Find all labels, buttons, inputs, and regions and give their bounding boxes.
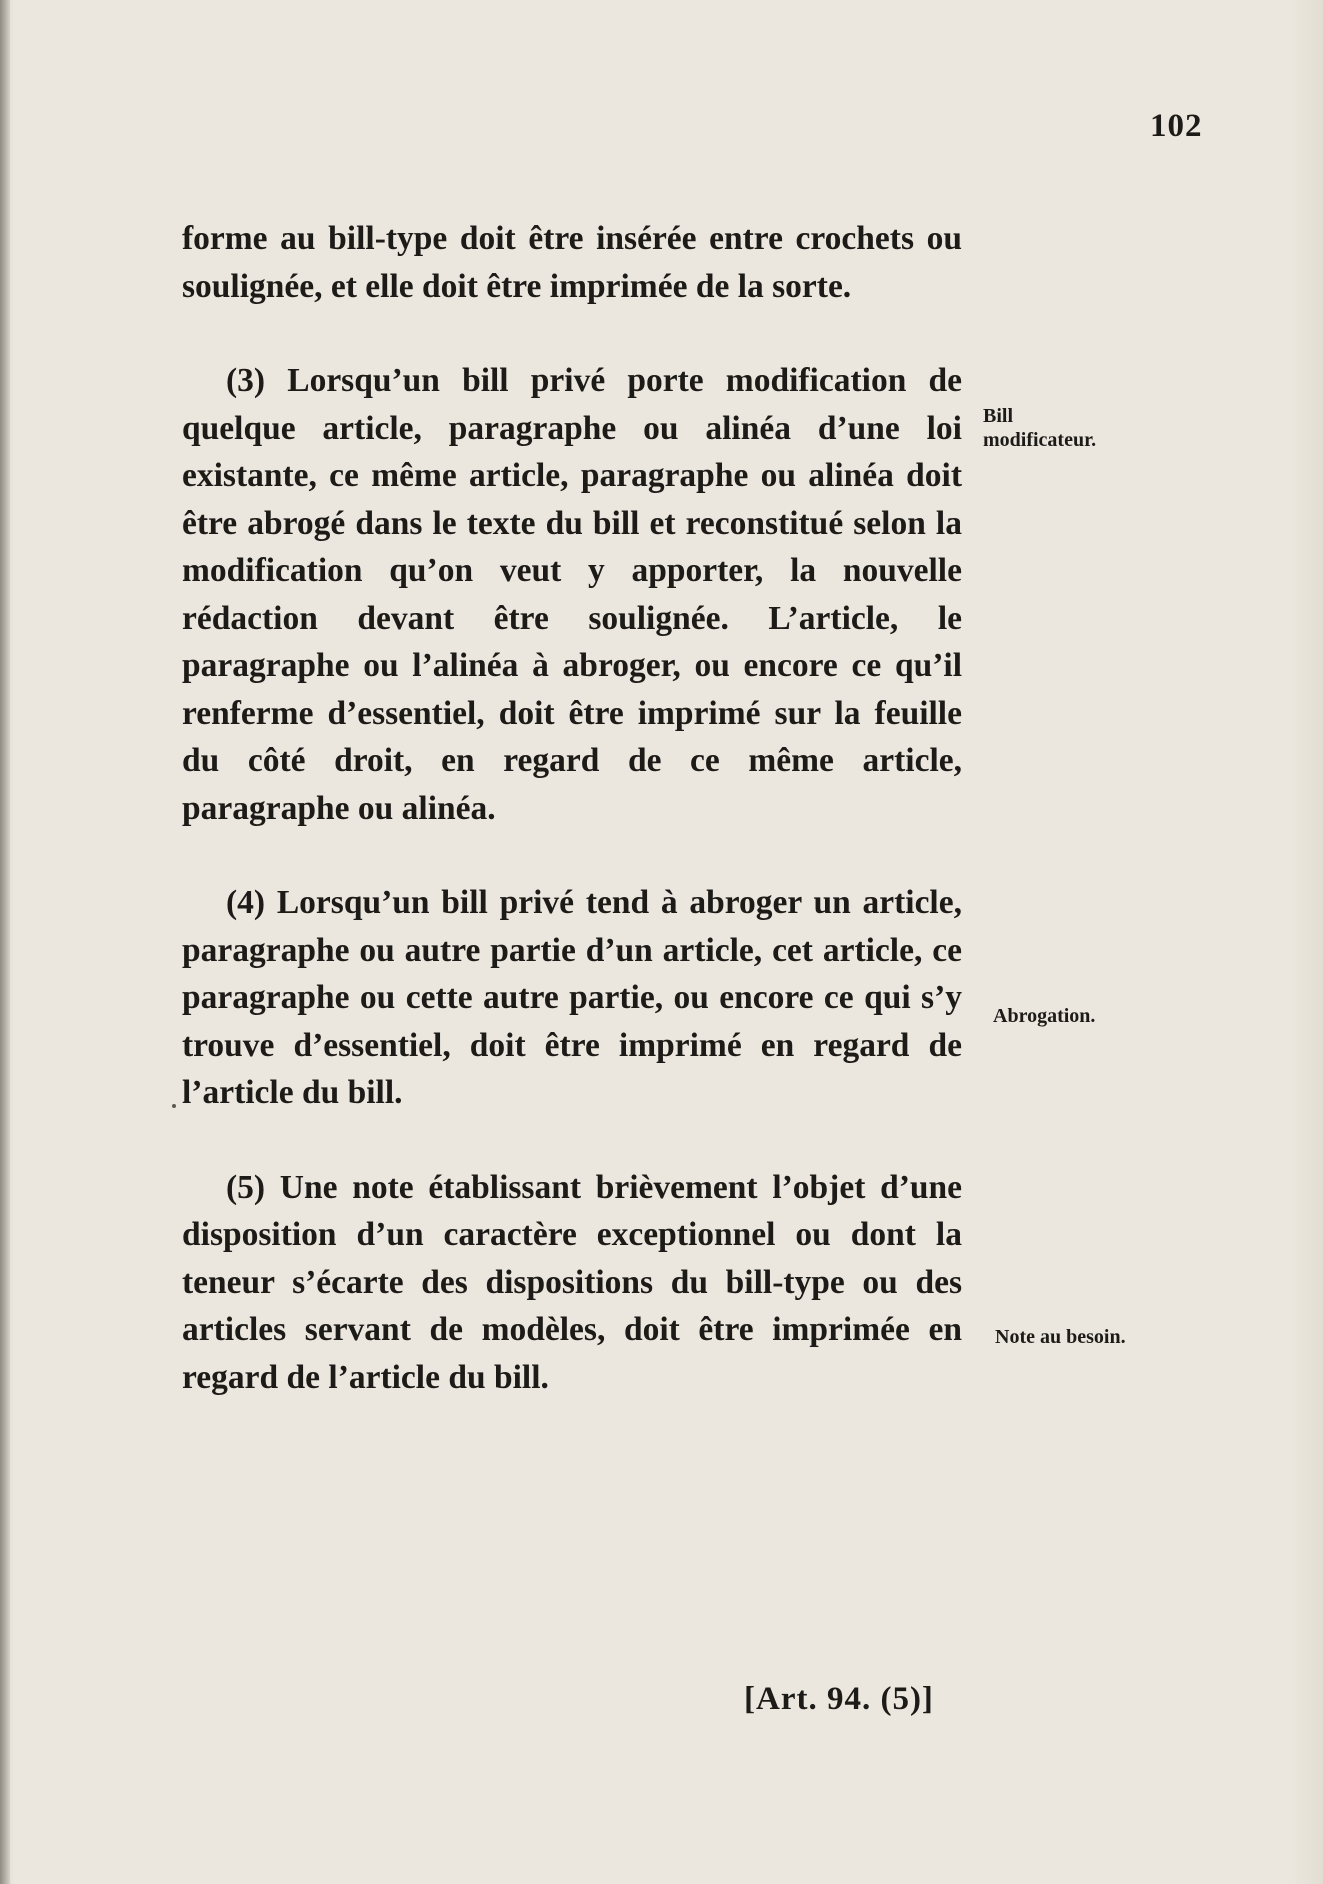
binding-shadow [0, 0, 10, 1884]
paragraph-4: (4) Lorsqu’un bill privé tend à abroger un article, paragraphe ou autre partie d’un article, cet article, ce paragraphe ou cette autre partie, ou encore ce qui s’y trouve d’essentiel, doit être imprimé en regard de l’article du bill. [182, 884, 962, 1111]
paragraph-continuation: forme au bill-type doit être insérée entre crochets ou soulignée, et elle doit être imprimée de la sorte. [182, 220, 962, 305]
page-number: 102 [1150, 108, 1203, 144]
margin-note-bill-modificateur-text: Bill modificateur. [983, 405, 1097, 451]
paragraph-3: (3) Lorsqu’un bill privé porte modification de quelque article, paragraphe ou alinéa d’une loi existante, ce même article, paragraphe ou alinéa doit être abrogé dans le texte du bill et reconstitué selon la modification qu’on veut y apporter, la nouvelle rédaction devant être soulignée. L’article, le paragraphe ou l’alinéa à abroger, ou encore ce qu’il renferme d’essentiel, doit être imprimé sur la feuille du côté droit, en regard de ce même article, paragraphe ou alinéa. [182, 362, 962, 827]
margin-note-bill-modificateur [983, 404, 1096, 452]
print-speck [172, 1104, 176, 1108]
margin-note-note-au-besoin: Note au besoin. [995, 1326, 1126, 1348]
paragraph-5: (5) Une note établissant brièvement l’objet d’une disposition d’un caractère exceptionnel ou dont la teneur s’écarte des dispositions du bill-type ou des articles servant de modèles, doit être imprimée en regard de l’article du bill. [182, 1168, 962, 1396]
article-citation: [Art. 94. (5)] [744, 1681, 934, 1717]
main-text-column [182, 215, 962, 1401]
margin-note-abrogation: Abrogation. [993, 1005, 1096, 1027]
